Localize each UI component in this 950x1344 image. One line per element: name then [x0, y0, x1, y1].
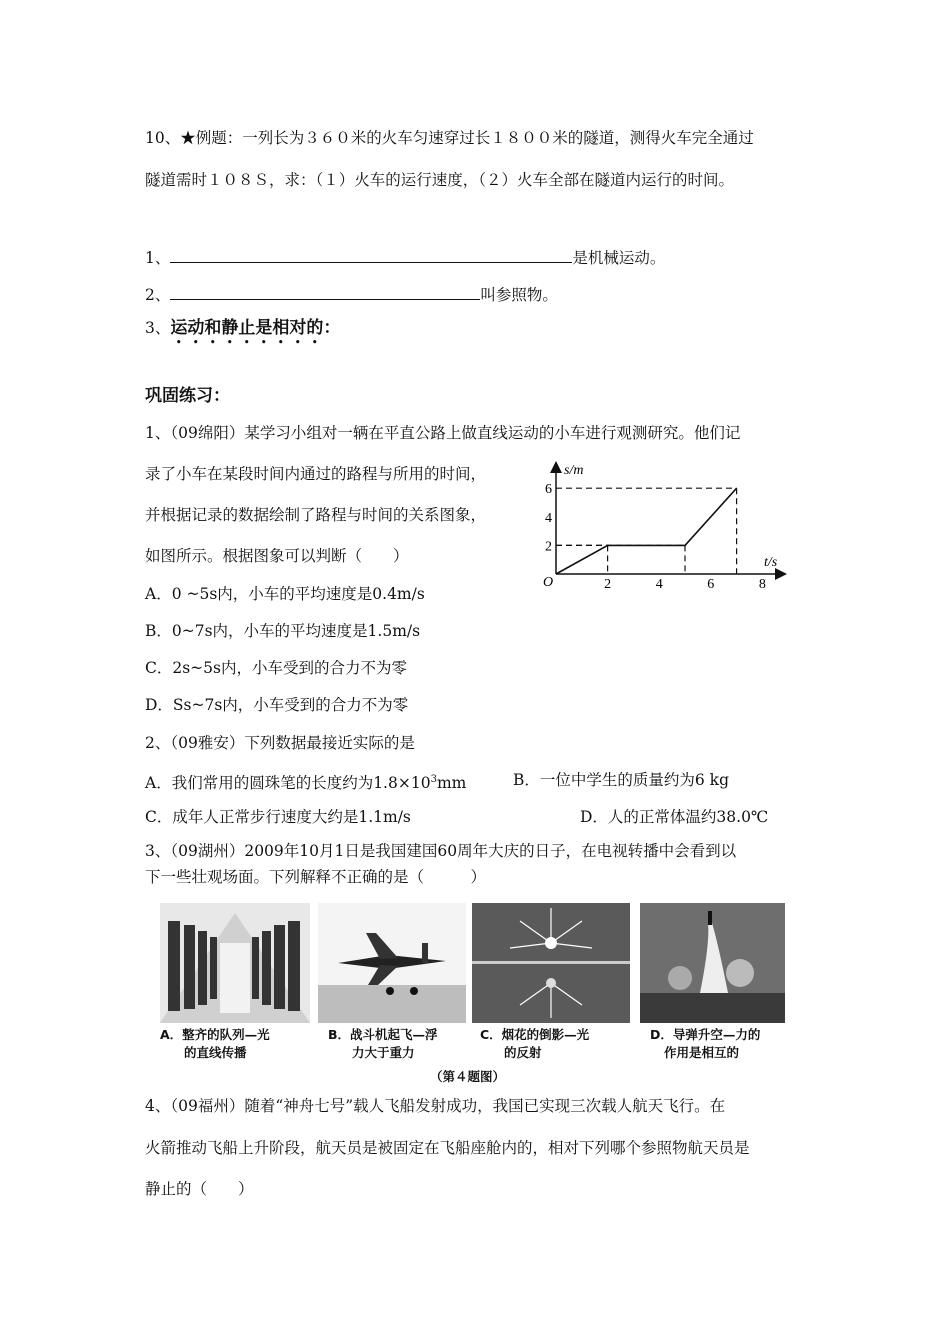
q1-option-c: C．2s~5s内，小车受到的合力不为零: [145, 659, 407, 677]
example-line-2: 隧道需时１０８Ｓ，求：（１）火车的运行速度，（２）火车全部在隧道内运行的时间。: [145, 171, 735, 189]
caption-d-line-2: 作用是相互的: [664, 1045, 740, 1060]
example-line-1: 10、★例题：一列长为３６０米的火车匀速穿过长１８００米的隧道，测得火车完全通过: [145, 129, 754, 147]
y-axis-label: s/m: [564, 463, 584, 478]
blank-item-2-number: 2、: [145, 286, 171, 304]
dashed-guides: [556, 488, 737, 574]
x-tick-label-2: 2: [604, 577, 612, 590]
q2-option-c: C．成年人正常步行速度大约是1.1m/s: [145, 808, 411, 826]
caption-b-line-2: 力大于重力: [352, 1045, 415, 1060]
q1-line-3: 并根据记录的数据绘制了路程与时间的关系图象，: [145, 506, 487, 524]
q1-line-4: 如图所示。根据图象可以判断（ ）: [145, 547, 409, 565]
question-figure: [160, 898, 785, 1088]
caption-d-line-1: D．导弹升空—力的: [650, 1027, 761, 1042]
caption-c-line-2: 的反射: [504, 1045, 542, 1060]
section-title: 巩固练习：: [145, 386, 230, 406]
y-tick-label-4: 4: [545, 510, 552, 526]
q4-line-3: 静止的（ ）: [145, 1180, 254, 1198]
data-line: [556, 488, 737, 574]
photo-fireworks: [472, 903, 630, 1023]
blank-item-3-text: 运动和静止是相对的：: [170, 318, 341, 338]
q2-option-a-exponent: 3: [430, 774, 437, 785]
q4-line-2: 火箭推动飞船上升阶段，航天员是被固定在飞船座舱内的，相对下列哪个参照物航天员是: [145, 1139, 750, 1157]
photo-parade: [160, 903, 310, 1023]
q2-option-a: [145, 770, 466, 793]
blank-item-2: [145, 285, 558, 305]
q4-line-1: 4、（09福州）随着“神舟七号”载人飞船发射成功，我国已实现三次载人航天飞行。在: [145, 1097, 726, 1115]
blank-item-1-number: 1、: [145, 249, 171, 267]
q1-line-1: 1、（09绵阳）某学习小组对一辆在平直公路上做直线运动的小车进行观测研究。他们记: [145, 424, 741, 442]
q2-option-a-text: A．我们常用的圆珠笔的长度约为1.8×10: [145, 774, 431, 793]
q3-line-1: 3、（09湖州）2009年10月1日是我国建国60周年大庆的日子，在电视转播中会看到以: [145, 842, 737, 860]
photo-fighter-jet: [318, 903, 466, 1023]
blank-item-2-tail: 叫参照物。: [480, 286, 558, 304]
answer-blank-1[interactable]: [170, 248, 572, 263]
blank-item-1-tail: 是机械运动。: [572, 249, 666, 267]
q2-line-1: 2、（09雅安）下列数据最接近实际的是: [145, 734, 415, 752]
blank-item-3: [145, 318, 340, 348]
q2-option-d: D．人的正常体温约38.0℃: [580, 808, 769, 826]
x-tick-label-4: 4: [655, 577, 663, 590]
x-axis-label: t/s: [764, 555, 778, 570]
q1-option-a: A．0 ~5s内，小车的平均速度是0.4m/s: [145, 585, 425, 603]
x-tick-label-6: 6: [707, 577, 715, 590]
q1-option-d: D．Ss~7s内，小车受到的合力不为零: [145, 696, 409, 714]
distance-time-graph: [540, 458, 790, 590]
caption-a-line-2: 的直线传播: [184, 1045, 247, 1060]
blank-item-3-number: 3、: [145, 319, 171, 337]
caption-b-line-1: B．战斗机起飞—浮: [328, 1027, 438, 1042]
y-tick-label-2: 2: [545, 539, 552, 555]
q2-option-b: B．一位中学生的质量约为6 kg: [513, 771, 729, 789]
q3-line-2: 下一些壮观场面。下列解释不正确的是（ ）: [145, 868, 487, 886]
q2-option-a-unit: mm: [436, 774, 467, 793]
photo-missile-launch: [640, 903, 785, 1023]
q1-option-b: B．0~7s内，小车的平均速度是1.5m/s: [145, 622, 421, 640]
blank-item-1: [145, 248, 665, 268]
answer-blank-2[interactable]: [170, 285, 480, 300]
figure-caption: （第４题图）: [430, 1069, 506, 1084]
x-tick-label-8: 8: [758, 577, 766, 590]
y-tick-label-6: 6: [545, 482, 552, 498]
origin-label: O: [543, 575, 554, 590]
q1-line-2: 录了小车在某段时间内通过的路程与所用的时间，: [145, 465, 487, 483]
caption-c-line-1: C．烟花的倒影—光: [480, 1027, 590, 1042]
caption-a-line-1: A．整齐的队列—光: [160, 1027, 270, 1042]
